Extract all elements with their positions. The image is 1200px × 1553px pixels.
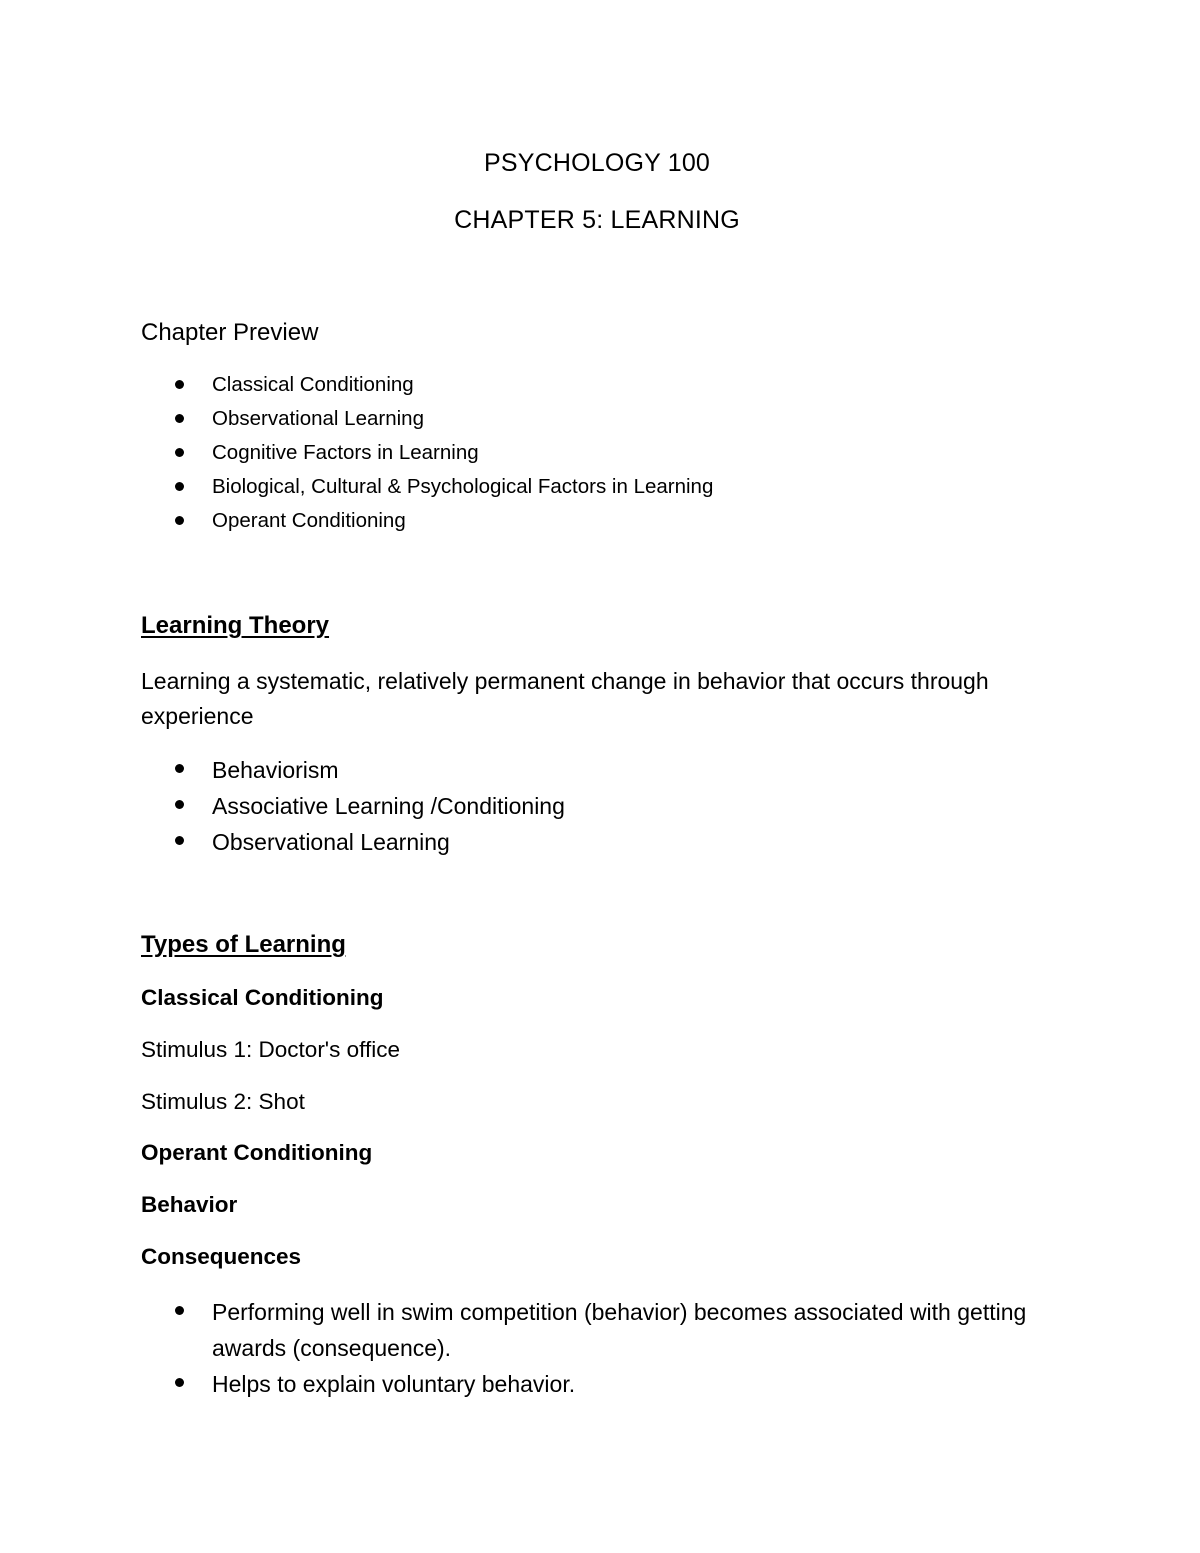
list-item-text: Observational Learning (212, 407, 424, 430)
consequences-list (0, 1294, 1052, 1402)
bullet-icon (175, 482, 184, 491)
list-item (0, 368, 1052, 402)
bullet-icon (175, 1306, 184, 1315)
bullet-icon (175, 414, 184, 423)
stimulus-1-text: Stimulus 1: Doctor's office (141, 1037, 400, 1062)
list-item-text: Helps to explain voluntary behavior. (212, 1371, 576, 1397)
behavior-heading: Behavior (141, 1192, 238, 1217)
operant-conditioning-heading: Operant Conditioning (141, 1140, 373, 1165)
list-item (0, 436, 1052, 470)
list-item-text: Performing well in swim competition (behavior) becomes associated with getting awards (consequence). (212, 1299, 1027, 1361)
consequences-heading: Consequences (141, 1244, 302, 1269)
bullet-icon (175, 380, 184, 389)
types-of-learning-heading: Types of Learning (141, 931, 346, 958)
chapter-title: CHAPTER 5: LEARNING (454, 206, 740, 234)
bullet-icon (175, 448, 184, 457)
stimulus-2-text: Stimulus 2: Shot (141, 1089, 305, 1114)
list-item (0, 402, 1052, 436)
list-item-text: Biological, Cultural & Psychological Factors in Learning (212, 475, 714, 498)
learning-theory-heading: Learning Theory (141, 612, 330, 639)
list-item (0, 1294, 1052, 1366)
list-item (0, 824, 1052, 860)
bullet-icon (175, 800, 184, 809)
bullet-icon (175, 764, 184, 773)
list-item (0, 1366, 1052, 1402)
learning-theory-list (0, 752, 1052, 860)
list-item-text: Observational Learning (212, 829, 450, 855)
bullet-icon (175, 516, 184, 525)
list-item-text: Classical Conditioning (212, 373, 414, 396)
bullet-icon (175, 1378, 184, 1387)
list-item (0, 504, 1052, 538)
learning-definition: Learning a systematic, relatively permanent change in behavior that occurs through experience (141, 668, 989, 729)
document-title: PSYCHOLOGY 100 (483, 149, 711, 177)
list-item (0, 788, 1052, 824)
list-item-text: Operant Conditioning (212, 509, 406, 532)
chapter-preview-heading: Chapter Preview (141, 319, 319, 346)
list-item-text: Behaviorism (212, 757, 339, 783)
classical-conditioning-heading: Classical Conditioning (141, 985, 384, 1010)
list-item (0, 752, 1052, 788)
chapter-preview-list (0, 368, 1052, 538)
list-item (0, 470, 1052, 504)
list-item-text: Cognitive Factors in Learning (212, 441, 479, 464)
list-item-text: Associative Learning /Conditioning (212, 793, 565, 819)
bullet-icon (175, 836, 184, 845)
